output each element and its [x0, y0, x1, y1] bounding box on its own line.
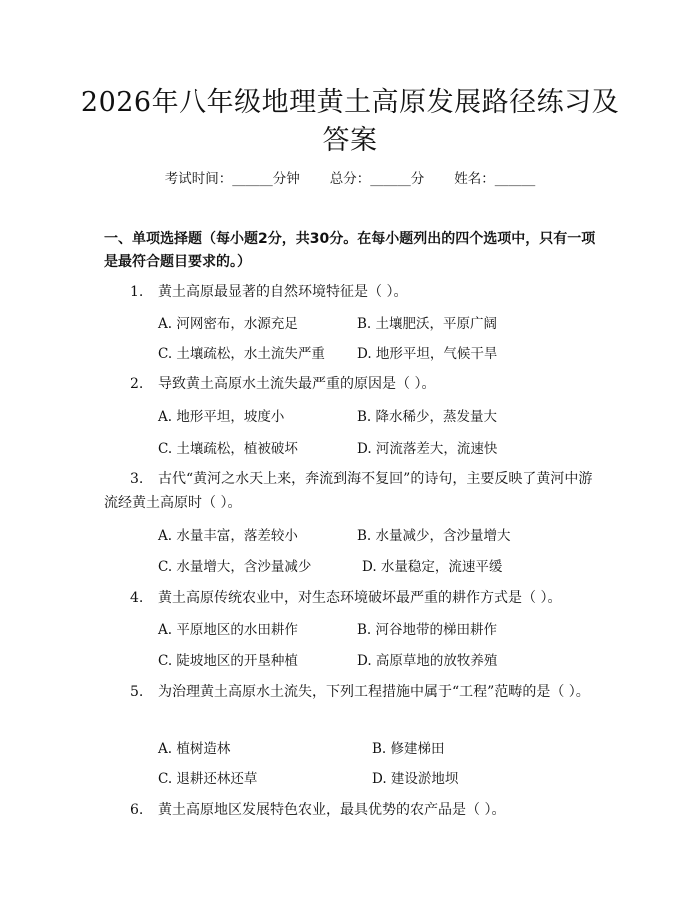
- option-c: C. 土壤疏松，植被破坏: [158, 441, 298, 457]
- question-number: 2.: [130, 376, 144, 392]
- option-b: B. 降水稀少，蒸发量大: [357, 409, 498, 425]
- option-a: A. 地形平坦，坡度小: [158, 409, 285, 425]
- question-text: 黄土高原地区发展特色农业，最具优势的农产品是（ ）。: [158, 802, 506, 818]
- question-number: 4.: [130, 590, 144, 606]
- option-b: B. 河谷地带的梯田耕作: [357, 622, 498, 638]
- question-number: 3.: [130, 471, 144, 487]
- exam-info-line: [0, 170, 700, 188]
- option-d: D. 高原草地的放牧养殖: [357, 653, 498, 669]
- page-title: 2026年八年级地理黄土高原发展路径练习及答案: [80, 87, 620, 156]
- option-a: A. 平原地区的水田耕作: [158, 622, 298, 638]
- section-heading-single-choice: 一、单项选择题（每小题2分，共30分。在每小题列出的四个选项中，只有一项是最符合题目要求的。）: [104, 231, 596, 270]
- question-4: [104, 586, 604, 610]
- option-c: C. 陡坡地区的开垦种植: [158, 653, 298, 669]
- option-d: D. 河流落差大，流速快: [357, 441, 498, 457]
- exam-time-field: 考试时间：______分钟: [164, 171, 300, 187]
- option-a: A. 植树造林: [158, 741, 231, 757]
- option-c: C. 退耕还林还草: [158, 771, 258, 787]
- question-number: 1.: [130, 284, 144, 300]
- question-6: [104, 798, 604, 822]
- option-d: D. 水量稳定，流速平缓: [362, 559, 503, 575]
- total-score-field: 总分：______分: [329, 171, 425, 187]
- question-text: 黄土高原传统农业中，对生态环境破坏最严重的耕作方式是（ ）。: [158, 590, 562, 606]
- option-b: B. 水量减少，含沙量增大: [357, 528, 511, 544]
- option-d: D. 地形平坦，气候干旱: [357, 346, 498, 362]
- option-a: A. 河网密布，水源充足: [158, 316, 298, 332]
- option-d: D. 建设淤地坝: [372, 771, 459, 787]
- option-c: C. 土壤疏松，水土流失严重: [158, 346, 325, 362]
- option-c: C. 水量增大，含沙量减少: [158, 559, 312, 575]
- question-text: 黄土高原最显著的自然环境特征是（ ）。: [158, 284, 408, 300]
- question-5: [104, 680, 604, 704]
- question-text: 为治理黄土高原水土流失，下列工程措施中属于“工程”范畴的是（ ）。: [158, 684, 590, 700]
- question-text: 古代“黄河之水天上来，奔流到海不复回”的诗句，主要反映了黄河中游流经黄土高原时（ ）。: [104, 471, 593, 511]
- question-text: 导致黄土高原水土流失最严重的原因是（ ）。: [158, 376, 436, 392]
- option-b: B. 土壤肥沃，平原广阔: [357, 316, 498, 332]
- question-1: [104, 280, 604, 304]
- option-a: A. 水量丰富，落差较小: [158, 528, 298, 544]
- question-3: [104, 467, 604, 515]
- question-number: 6.: [130, 802, 144, 818]
- question-number: 5.: [130, 684, 144, 700]
- option-b: B. 修建梯田: [372, 741, 445, 757]
- name-field: 姓名：______: [454, 171, 536, 187]
- question-2: [104, 372, 604, 396]
